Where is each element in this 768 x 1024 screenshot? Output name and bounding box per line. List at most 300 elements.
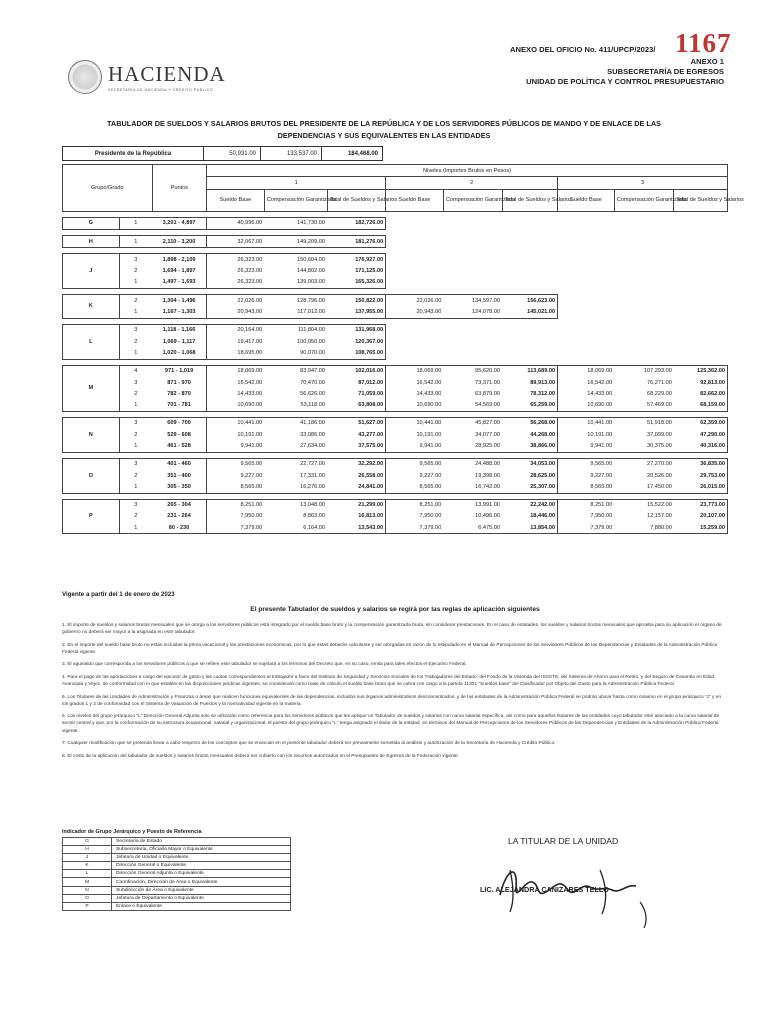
indicador-desc: Subsecretaría, Oficialía Mayor o Equivalente: [112, 846, 291, 854]
n3-comp: 7,880.00: [614, 522, 674, 534]
rule-paragraph: 8. El costo de la aplicación del tabulador de sueldos y salarios brutos mensuales deberá ser cubierto con los recursos autorizados en el Presupuesto de Egresos de la Federación vigente.: [62, 753, 460, 759]
n2-base: 7,379.00: [386, 522, 444, 534]
n2-comp: 34,077.00: [475, 431, 500, 438]
header-right: [526, 57, 724, 87]
table-row: [63, 417, 728, 429]
n3-total: 26,015.00: [674, 481, 728, 493]
group-code: L: [63, 324, 120, 359]
table-row: [63, 277, 728, 289]
n2-base: 8,565.00: [386, 481, 444, 493]
puntos: 3,201 - 4,897: [152, 217, 207, 229]
president-table: [62, 146, 383, 161]
n2-comp: 13,991.00: [443, 499, 502, 511]
indicador-desc: Jefatura de Unidad o Equivalente: [112, 854, 291, 862]
n1-comp: 141,730.00: [264, 217, 327, 229]
n1-comp: 17,331.00: [300, 472, 326, 479]
n2-total: 89,913.00: [530, 379, 556, 386]
empty-cell: [443, 277, 502, 289]
grado: 2: [119, 265, 152, 276]
table-row: [63, 458, 728, 470]
group-code: J: [63, 254, 120, 289]
salary-table: [62, 164, 744, 534]
n1-total: 71,059.00: [358, 390, 384, 397]
puntos: 2,110 - 3,200: [152, 235, 207, 247]
n1-total: 87,012.00: [358, 379, 384, 386]
document-title: TABULADOR DE SUELDOS Y SALARIOS BRUTOS DEL PRESIDENTE DE LA REPÚBLICA Y DE LOS SERVIDORES PÚBLICOS DE MANDO Y DE ENLACE DE LAS DEPENDENCIAS Y SUS EQUIVALENTES EN LAS ENTIDADES: [107, 119, 661, 140]
n1-comp: 22,727.00: [264, 458, 327, 470]
indicador-row: [63, 846, 291, 854]
group-code: M: [63, 365, 120, 411]
n2-total: 13,854.00: [502, 522, 558, 534]
rule-paragraph: 1. El importe de sueldos y salarios brutos mensuales que se otorga a los servidores públicos está integrado por el sueldo base bruto y la compensación garantizada bruta, sin considerar prestaciones. En el caso de entidades, los sueldos y salarios brutos mensuales que aprueba para su aplicación el órgano de gobierno no deberá ser mayor a la asignada en este tabulador.: [62, 623, 722, 636]
puntos: 1,069 - 1,117: [162, 338, 196, 345]
logo-subtitle: SECRETARÍA DE HACIENDA Y CRÉDITO PÚBLICO: [108, 88, 214, 92]
n3-total: 68,159.00: [674, 399, 728, 411]
n3-comp: 68,229.00: [646, 390, 672, 397]
n3-base: 8,251.00: [558, 499, 615, 511]
grado: 2: [119, 295, 152, 307]
grado: 1: [119, 347, 152, 359]
group-code: N: [63, 417, 120, 452]
group-code: H: [63, 235, 120, 247]
n2-total: 34,053.00: [502, 458, 558, 470]
n3-comp: 27,270.00: [614, 458, 674, 470]
empty-cell: [502, 324, 558, 336]
n2-total: 38,866.00: [502, 440, 558, 452]
n2-total: 25,307.00: [502, 481, 558, 493]
grado: 2: [119, 470, 152, 481]
subheader-comp: Compensación Garantizada: [443, 189, 502, 211]
n3-base: 7,379.00: [558, 522, 615, 534]
n1-base: 9,565.00: [207, 458, 265, 470]
n3-base: 18,069.00: [558, 365, 615, 377]
n3-comp: 76,271.00: [646, 379, 672, 386]
puntos: 80 - 230: [152, 522, 207, 534]
n3-total: 23,773.00: [674, 499, 728, 511]
n1-base: 26,323.00: [207, 265, 265, 276]
grado: 3: [119, 324, 152, 336]
empty-cell: [674, 254, 728, 266]
table-row: [63, 511, 728, 522]
grado: 3: [119, 417, 152, 429]
empty-cell: [614, 324, 674, 336]
subheader-total: Total de Sueldos y Salarios: [674, 189, 728, 211]
puntos: 1,020 - 1,068: [152, 347, 207, 359]
n1-comp: 83,947.00: [264, 365, 327, 377]
table-row: [63, 347, 728, 359]
grado: 1: [119, 235, 152, 247]
n2-comp: 63,879.00: [475, 390, 500, 397]
rule-paragraph: 6. Los niveles del grupo jerárquico "L" Dirección General Adjunta solo se utilizarán como referencia para los servidores públicos que les aplique un Tabulador de sueldos y salarios con curva salarial específica, así como para aquellos titulares de las entidades cuyo tabulador esté asociado a la curva salarial de sector central y que, por la conformación de su estructura ocupacional, salarial y organizacional, el puesto del grupo jerárquico "L" tenga asignado el titular de la entidad, en términos del Manual de Percepciones de los Servidores Públicos de las Dependencias y Entidades de la Administración Pública Federal vigente.: [62, 714, 720, 734]
empty-cell: [674, 295, 728, 307]
table-row: [63, 336, 728, 347]
table-row: [63, 324, 728, 336]
n1-total: 37,575.00: [327, 440, 386, 452]
indicador-title: Indicador de Grupo Jerárquico y Puesto de Referencia: [62, 829, 202, 835]
n3-total: 15,259.00: [674, 522, 728, 534]
n2-base: 10,690.00: [386, 399, 444, 411]
n1-comp: 149,209.00: [264, 235, 327, 247]
indicador-desc: Dirección General o Equivalente: [112, 862, 291, 870]
n3-comp: 51,918.00: [614, 417, 674, 429]
empty-cell: [614, 217, 674, 229]
n2-total: 18,446.00: [530, 513, 556, 520]
n1-comp: 150,604.00: [264, 254, 327, 266]
group-code: K: [63, 295, 120, 319]
empty-cell: [386, 347, 444, 359]
table-row: [63, 481, 728, 493]
n1-comp: 70,470.00: [300, 379, 326, 386]
empty-cell: [614, 306, 674, 318]
empty-cell: [614, 265, 674, 276]
empty-cell: [386, 336, 444, 347]
n2-base: 22,026.00: [386, 295, 444, 307]
n3-comp: 17,450.00: [614, 481, 674, 493]
n2-comp: 134,597.00: [443, 295, 502, 307]
grado: 2: [119, 336, 152, 347]
n1-comp: 117,012.00: [264, 306, 327, 318]
table-row: [63, 470, 728, 481]
indicador-row: [63, 838, 291, 846]
n1-total: 176,927.00: [327, 254, 386, 266]
grado: 1: [119, 306, 152, 318]
indicador-row: [63, 886, 291, 894]
n2-comp: 45,827.00: [443, 417, 502, 429]
grado: 1: [119, 399, 152, 411]
indicador-code: L: [63, 870, 112, 878]
grado: 1: [119, 217, 152, 229]
n1-total: 120,367.00: [327, 336, 386, 347]
n1-total: 165,326.00: [327, 277, 386, 289]
puntos: 871 - 970: [167, 379, 191, 386]
n2-base: 9,227.00: [386, 470, 444, 481]
table-row: [63, 499, 728, 511]
table-row: [63, 217, 728, 229]
n3-comp: 107,293.00: [614, 365, 674, 377]
grado: 4: [119, 365, 152, 377]
empty-cell: [614, 295, 674, 307]
president-base: 50,931.00: [204, 147, 261, 161]
reglas-title: El presente Tabulador de sueldos y salarios se regirá por las reglas de aplicación siguientes: [250, 606, 540, 613]
empty-cell: [558, 295, 615, 307]
n3-comp: 30,375.00: [614, 440, 674, 452]
n3-base: 16,542.00: [558, 377, 615, 388]
n2-base: 10,191.00: [386, 429, 444, 440]
n1-base: 14,433.00: [207, 388, 265, 399]
n2-base: 8,251.00: [386, 499, 444, 511]
n3-base: 9,941.00: [558, 440, 615, 452]
n1-comp: 56,626.00: [300, 390, 326, 397]
rule-paragraph: 4. Para el pago de las aportaciones a cargo del ejecutor de gasto y las cuotas correspondientes al trabajador a favor del Instituto de Seguridad y Servicios Sociales de los Trabajadores del Estado; del Fondo de la Vivienda del ISSSTE; del Sistema de Ahorro para el Retiro, y del Seguro de Cesantía en Edad Avanzada y Vejez, de conformidad con lo que establecen las disposiciones jurídicas vigentes, se considerará como base de cálculo el sueldo base bruto que se cubra con cargo a la partida 11301 "Sueldos base" del Clasificador por Objeto del Gasto para la Administración Pública Federal.: [62, 674, 715, 688]
n1-base: 20,943.00: [207, 306, 265, 318]
empty-cell: [443, 324, 502, 336]
n2-total: 156,623.00: [502, 295, 558, 307]
n3-base: 8,565.00: [558, 481, 615, 493]
puntos: 351 - 400: [167, 472, 191, 479]
n1-comp: 139,003.00: [264, 277, 327, 289]
empty-cell: [386, 217, 444, 229]
indicador-code: N: [63, 886, 112, 894]
vigente-note: Vigente a partir del 1 de enero de 2023: [62, 591, 175, 598]
n1-total: 24,841.00: [327, 481, 386, 493]
n1-base: 10,191.00: [207, 429, 265, 440]
puntos: 401 - 460: [152, 458, 207, 470]
folio-number: 1167: [675, 28, 732, 58]
empty-cell: [558, 306, 615, 318]
puntos: 305 - 350: [152, 481, 207, 493]
puntos: 609 - 700: [152, 417, 207, 429]
n2-base: 14,433.00: [386, 388, 444, 399]
indicador-desc: Jefatura de Departamento o Equivalente: [112, 894, 291, 902]
subheader-total: Total de Sueldos y Salarios: [327, 189, 386, 211]
puntos: 1,497 - 1,693: [152, 277, 207, 289]
president-comp: 133,537.00: [261, 147, 322, 161]
empty-cell: [386, 277, 444, 289]
empty-cell: [502, 254, 558, 266]
empty-cell: [558, 254, 615, 266]
n1-total: 21,299.00: [327, 499, 386, 511]
n1-base: 18,069.00: [207, 365, 265, 377]
empty-cell: [558, 277, 615, 289]
subheader-total: Total de Sueldos y Salarios: [502, 189, 558, 211]
n2-comp: 95,620.00: [443, 365, 502, 377]
n1-total: 102,016.00: [327, 365, 386, 377]
subheader-base: Sueldo Base: [558, 189, 615, 211]
indicador-code: J: [63, 854, 112, 862]
rules-list: [62, 622, 728, 765]
n1-base: 26,323.00: [207, 277, 265, 289]
empty-cell: [614, 277, 674, 289]
empty-cell: [674, 306, 728, 318]
grupo-grado-header: Grupo/Grado: [63, 165, 153, 212]
indicador-code: H: [63, 846, 112, 854]
n1-total: 181,276.00: [327, 235, 386, 247]
n1-base: 22,026.00: [207, 295, 265, 307]
empty-cell: [443, 254, 502, 266]
n1-comp: 16,276.00: [264, 481, 327, 493]
grado: 3: [119, 377, 152, 388]
n2-total: 22,242.00: [502, 499, 558, 511]
signer-name: LIC. ALEJANDRA CANIZARES TELLO: [480, 885, 609, 894]
n1-base: 9,941.00: [207, 440, 265, 452]
puntos: 701 - 781: [152, 399, 207, 411]
n1-total: 26,558.00: [358, 472, 384, 479]
n3-total: 20,107.00: [674, 511, 728, 522]
n2-total: 28,625.00: [530, 472, 556, 479]
empty-cell: [674, 347, 728, 359]
puntos: 1,118 - 1,166: [152, 324, 207, 336]
n1-comp: 33,086.00: [300, 431, 326, 438]
indicador-row: [63, 894, 291, 902]
n3-total: 82,662.00: [674, 388, 728, 399]
puntos: 461 - 528: [152, 440, 207, 452]
empty-cell: [558, 265, 615, 276]
n1-base: 16,542.00: [207, 377, 265, 388]
n1-comp: 41,186.00: [264, 417, 327, 429]
n2-base: 16,542.00: [386, 377, 444, 388]
n1-base: 10,690.00: [207, 399, 265, 411]
table-row: [63, 440, 728, 452]
n1-comp: 8,863.00: [303, 513, 326, 520]
n1-base: 26,323.00: [207, 254, 265, 266]
puntos: 1,167 - 1,303: [152, 306, 207, 318]
empty-cell: [614, 254, 674, 266]
n1-total: 13,543.00: [327, 522, 386, 534]
table-row: [63, 295, 728, 307]
n3-total: 40,316.00: [674, 440, 728, 452]
n3-base: 10,441.00: [558, 417, 615, 429]
grado: 2: [119, 388, 152, 399]
n1-base: 8,251.00: [207, 499, 265, 511]
n3-base: 10,191.00: [558, 429, 615, 440]
n1-total: 32,292.00: [327, 458, 386, 470]
puntos: 265 - 304: [152, 499, 207, 511]
empty-cell: [502, 235, 558, 247]
empty-cell: [502, 277, 558, 289]
n3-total: 29,753.00: [674, 470, 728, 481]
indicador-desc: Secretaría de Estado: [112, 838, 291, 846]
empty-cell: [502, 347, 558, 359]
empty-cell: [558, 324, 615, 336]
n1-total: 51,627.00: [327, 417, 386, 429]
level-1-header: 1: [207, 177, 386, 189]
indicador-code: O: [63, 894, 112, 902]
empty-cell: [502, 336, 558, 347]
n1-comp: 90,070.00: [264, 347, 327, 359]
empty-cell: [386, 265, 444, 276]
national-seal-icon: [68, 60, 102, 94]
empty-cell: [558, 347, 615, 359]
n1-total: 43,277.00: [358, 431, 384, 438]
n2-comp: 24,488.00: [443, 458, 502, 470]
n2-total: 145,021.00: [502, 306, 558, 318]
empty-cell: [502, 217, 558, 229]
indicador-desc: Enlace o Equivalente: [112, 902, 291, 910]
n1-total: 171,125.00: [327, 265, 386, 276]
indicador-row: [63, 878, 291, 886]
empty-cell: [443, 336, 502, 347]
n1-comp: 128,796.00: [264, 295, 327, 307]
grado: 1: [119, 522, 152, 534]
anexo-label: ANEXO 1: [690, 57, 724, 66]
indicador-code: M: [63, 878, 112, 886]
table-row: [63, 254, 728, 266]
puntos: 231 - 264: [167, 513, 191, 520]
table-row: [63, 235, 728, 247]
empty-cell: [443, 217, 502, 229]
n2-total: 44,268.00: [530, 431, 556, 438]
n1-base: 19,417.00: [207, 336, 265, 347]
n3-total: 62,359.00: [674, 417, 728, 429]
grado: 3: [119, 254, 152, 266]
n1-base: 7,950.00: [207, 511, 265, 522]
n2-base: 7,950.00: [386, 511, 444, 522]
group-code: O: [63, 458, 120, 493]
n3-comp: 37,099.00: [646, 431, 672, 438]
subheader-comp: Compensación Garantizada: [614, 189, 674, 211]
n3-total: 36,835.00: [674, 458, 728, 470]
n3-base: 9,565.00: [558, 458, 615, 470]
n1-total: 182,726.00: [327, 217, 386, 229]
n3-base: 10,690.00: [558, 399, 615, 411]
table-row: [63, 522, 728, 534]
titular-label: LA TITULAR DE LA UNIDAD: [508, 836, 619, 846]
grado: 1: [119, 277, 152, 289]
grado: 3: [119, 458, 152, 470]
indicador-row: [63, 902, 291, 910]
niveles-header: Niveles (Importes Brutos en Pesos): [207, 165, 728, 177]
n1-base: 18,695.00: [207, 347, 265, 359]
empty-cell: [614, 235, 674, 247]
oficio-reference: ANEXO DEL OFICIO No. 411/UPCP/2023/: [510, 45, 656, 54]
rule-paragraph: 3. El aguinaldo que corresponda a los servidores públicos a que se refiere este tabulador se sujetará a los términos del Decreto que, en su caso, emita para tales efectos el Ejecutivo Federal.: [62, 662, 467, 668]
logo-name: HACIENDA: [108, 62, 226, 86]
n2-comp: 10,496.00: [475, 513, 500, 520]
puntos-header: Puntos: [152, 165, 207, 212]
grado: 1: [119, 481, 152, 493]
level-2-header: 2: [386, 177, 558, 189]
n3-base: 7,950.00: [558, 511, 615, 522]
n2-comp: 16,742.00: [443, 481, 502, 493]
n1-base: 10,441.00: [207, 417, 265, 429]
n3-base: 9,227.00: [558, 470, 615, 481]
empty-cell: [674, 265, 728, 276]
empty-cell: [558, 336, 615, 347]
n3-total: 125,362.00: [674, 365, 728, 377]
group-code: P: [63, 499, 120, 534]
indicador-row: [63, 854, 291, 862]
grado: 2: [119, 429, 152, 440]
table-row: [63, 365, 728, 377]
puntos: 529 - 608: [167, 431, 191, 438]
n1-total: 16,813.00: [358, 513, 384, 520]
empty-cell: [386, 235, 444, 247]
n2-comp: 73,371.00: [475, 379, 500, 386]
n1-base: 8,565.00: [207, 481, 265, 493]
n3-total: 92,813.00: [674, 377, 728, 388]
n3-comp: 57,469.00: [614, 399, 674, 411]
n2-base: 9,941.00: [386, 440, 444, 452]
n1-comp: 144,802.00: [297, 268, 326, 275]
table-row: [63, 377, 728, 388]
puntos: 782 - 870: [167, 390, 191, 397]
empty-cell: [386, 324, 444, 336]
n2-comp: 124,078.00: [443, 306, 502, 318]
n3-comp: 12,157.00: [646, 513, 672, 520]
empty-cell: [558, 217, 615, 229]
table-row: [63, 399, 728, 411]
indicador-row: [63, 870, 291, 878]
n2-base: 18,069.00: [386, 365, 444, 377]
empty-cell: [558, 235, 615, 247]
empty-cell: [674, 324, 728, 336]
subheader-base: Sueldo Base: [386, 189, 444, 211]
n1-comp: 27,634.00: [264, 440, 327, 452]
n1-total: 131,968.00: [327, 324, 386, 336]
table-row: [63, 265, 728, 276]
n1-total: 137,955.00: [327, 306, 386, 318]
n2-comp: 19,398.00: [475, 472, 500, 479]
empty-cell: [502, 265, 558, 276]
rule-paragraph: 7. Cualquier modificación que se pretenda llevar a cabo respecto de los conceptos que se enuncian en el presente tabulador deberá ser previamente sometida al análisis y autorización de la Secretaría de Hacienda y Crédito Público.: [62, 741, 556, 747]
n2-total: 56,268.00: [502, 417, 558, 429]
n2-total: 65,259.00: [502, 399, 558, 411]
puntos: 1,898 - 2,109: [152, 254, 207, 266]
subsecretaria-label: SUBSECRETARÍA DE EGRESOS: [607, 67, 724, 76]
empty-cell: [674, 235, 728, 247]
n1-base: 7,379.00: [207, 522, 265, 534]
n1-base: 32,067.00: [207, 235, 265, 247]
